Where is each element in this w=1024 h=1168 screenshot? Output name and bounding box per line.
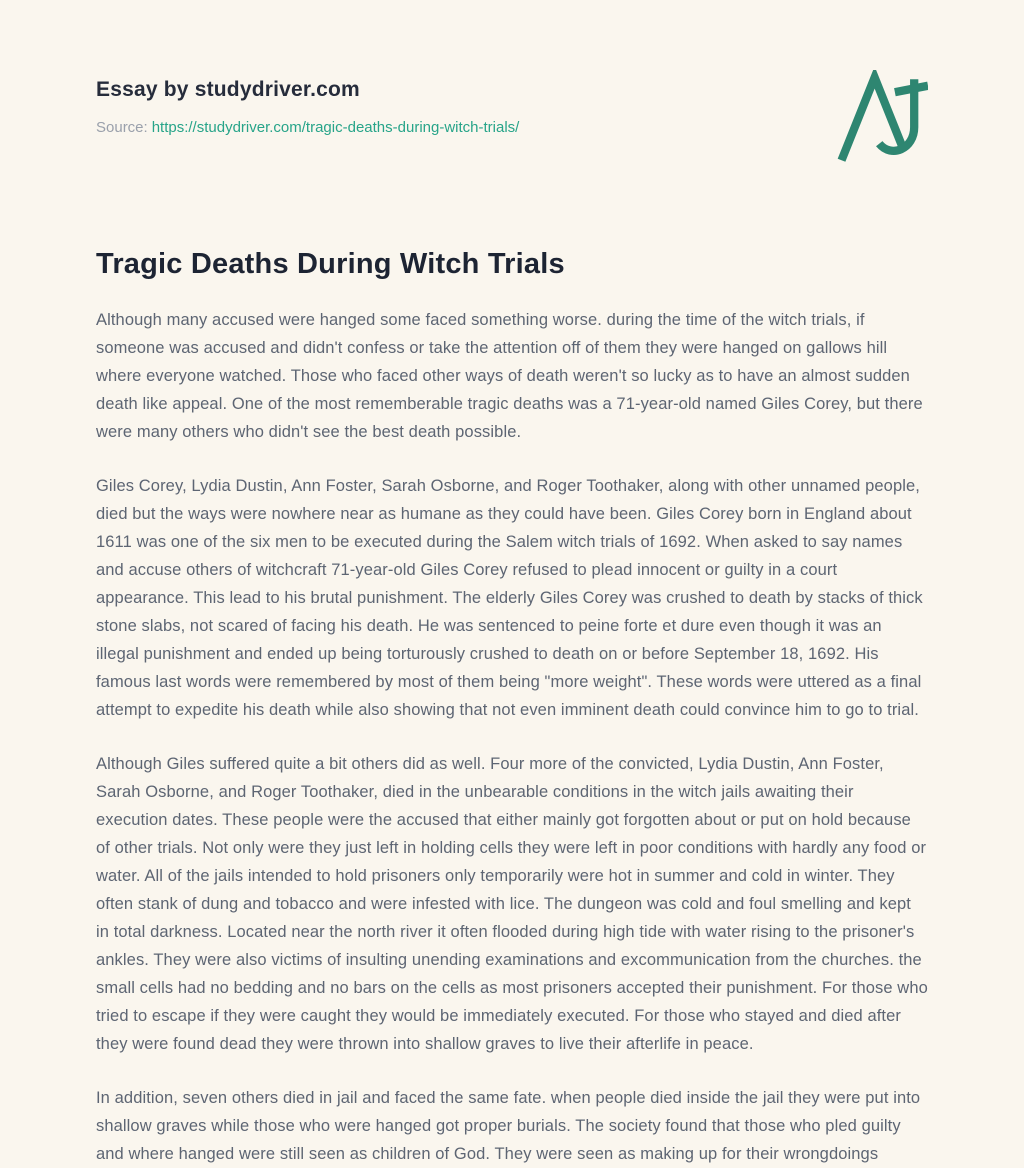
source-url-link[interactable]: https://studydriver.com/tragic-deaths-during-witch-trials/ (151, 119, 520, 136)
studydriver-logo (836, 70, 928, 164)
essay-paragraph: Although many accused were hanged some faced something worse. during the time of the witch trials, if someone was accused and didn't confess or take the attention off of them they were hanged on gallows hill where everyone watched. Those who faced other ways of death weren't so lucky as to have an almost sudden death like appeal. One of the most rememberable tragic deaths was a 71-year-old named Giles Corey, but there were many others who didn't see the best death possible. (96, 311, 923, 441)
page-title: Tragic Deaths During Witch Trials (96, 248, 565, 280)
essay-content (96, 306, 928, 1168)
essay-paragraph: Although Giles suffered quite a bit others did as well. Four more of the convicted, Lydia Dustin, Ann Foster, Sarah Osborne, and Roger Toothaker, died in the unbearable conditions in the witch jails awaiting their execution dates. These people were the accused that either mainly got forgotten about or put on hold because of other trials. Not only were they just left in holding cells they were left in poor conditions with hardly any food or water. All of the jails intended to hold prisoners only temporarily were hot in summer and cold in winter. They often stank of dung and tobacco and were infested with lice. The dungeon was cold and foul smelling and kept in total darkness. Located near the north river it often flooded during high tide with water rising to the prisoner's ankles. They were also victims of insulting unending examinations and excommunication from the churches. the small cells had no bedding and no bars on the cells as most prisoners accepted their punishment. For those who tried to escape if they were caught they would be immediately executed. For those who stayed and died after they were found dead they were thrown into shallow graves to live their afterlife in peace. (96, 755, 928, 1053)
source-line (96, 119, 928, 136)
essay-paragraph: Giles Corey, Lydia Dustin, Ann Foster, Sarah Osborne, and Roger Toothaker, along with other unnamed people, died but the ways were nowhere near as humane as they could have been. Giles Corey born in England about 1611 was one of the six men to be executed during the Salem witch trials of 1692. When asked to say names and accuse others of witchcraft 71-year-old Giles Corey refused to plead innocent or guilty in a court appearance. This lead to his brutal punishment. The elderly Giles Corey was crushed to death by stacks of thick stone slabs, not scared of facing his death. He was sentenced to peine forte et dure even though it was an illegal punishment and ended up being torturously crushed to death on or before September 18, 1692. His famous last words were remembered by most of them being "more weight". These words were uttered as a final attempt to expedite his death while also showing that not even imminent death could convince him to go to trial. (96, 477, 923, 719)
studydriver-logo-icon (836, 70, 928, 164)
essay-byline: Essay by studydriver.com (96, 78, 360, 101)
essay-paragraph: In addition, seven others died in jail and faced the same fate. when people died inside the jail they were put into shallow graves while those who were hanged got proper burials. The society found that those who pled guilty and where hanged were still seen as children of God. They were seen as making up for their wrongdoings (96, 1089, 921, 1163)
source-label: Source: (96, 119, 148, 136)
